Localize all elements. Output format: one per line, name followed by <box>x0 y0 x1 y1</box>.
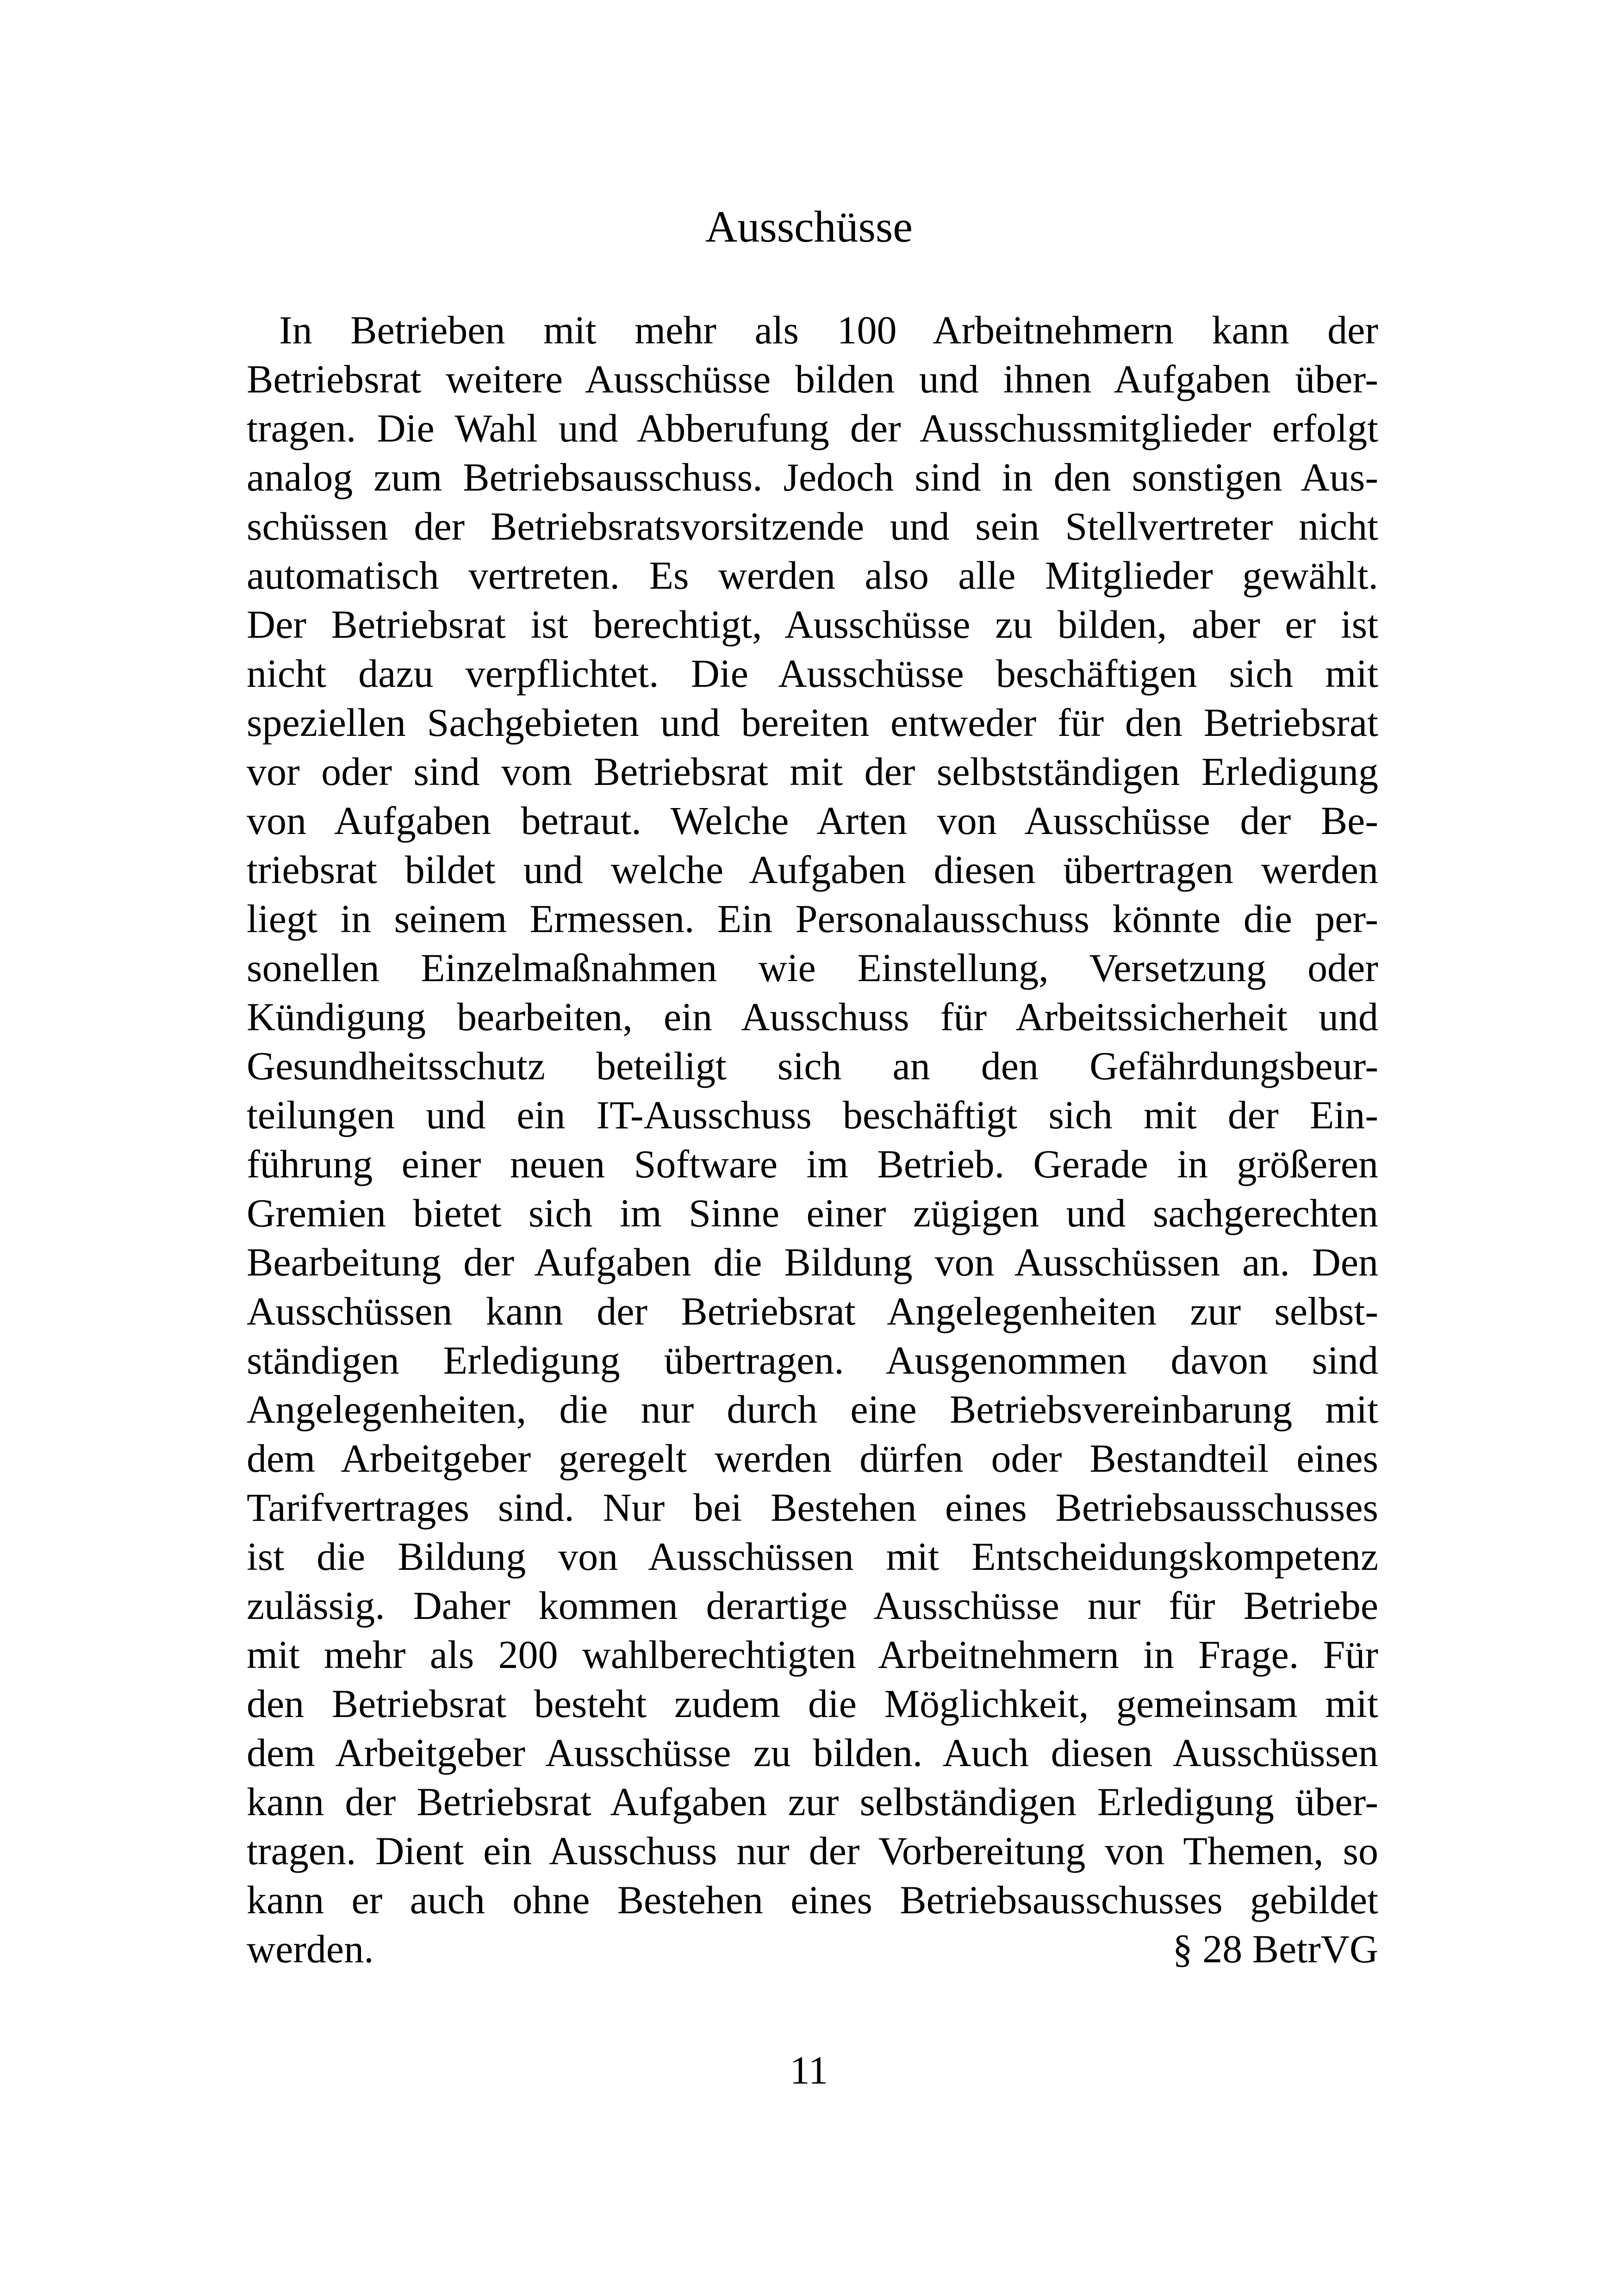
legal-reference: § 28 BetrVG <box>1172 1927 1378 1971</box>
paragraph-line: kann er auch ohne Bestehen eines Betriebsausschusses gebildet <box>247 1878 1378 1922</box>
paragraph-line: den Betriebsrat besteht zudem die Möglichkeit, gemeinsam mit <box>247 1681 1378 1726</box>
body-paragraph <box>247 305 1378 1973</box>
paragraph-line: automatisch vertreten. Es werden also alle Mitglieder gewählt. <box>247 553 1378 597</box>
paragraph-line: triebsrat bildet und welche Aufgaben diesen übertragen werden <box>247 847 1378 892</box>
paragraph-line: dem Arbeitgeber geregelt werden dürfen oder Bestandteil eines <box>247 1436 1378 1481</box>
paragraph-line: Der Betriebsrat ist berechtigt, Ausschüsse zu bilden, aber er ist <box>247 602 1378 647</box>
paragraph-final-word: werden. <box>247 1927 374 1971</box>
paragraph-line: tragen. Die Wahl und Abberufung der Ausschussmitglieder erfolgt <box>247 406 1378 450</box>
paragraph-line: Tarifvertrages sind. Nur bei Bestehen eines Betriebsausschusses <box>247 1485 1378 1530</box>
paragraph-line: liegt in seinem Ermessen. Ein Personalausschuss könnte die per- <box>247 896 1378 941</box>
paragraph-line: Bearbeitung der Aufgaben die Bildung von Ausschüssen an. Den <box>247 1240 1378 1284</box>
page-title: Ausschüsse <box>705 202 913 251</box>
paragraph-line: von Aufgaben betraut. Welche Arten von Ausschüsse der Be- <box>247 798 1378 843</box>
paragraph-line: kann der Betriebsrat Aufgaben zur selbständigen Erledigung über- <box>247 1780 1378 1824</box>
paragraph-line: Betriebsrat weitere Ausschüsse bilden und ihnen Aufgaben über- <box>247 357 1378 401</box>
paragraph-line: vor oder sind vom Betriebsrat mit der selbstständigen Erledigung <box>247 749 1378 794</box>
paragraph-line: Angelegenheiten, die nur durch eine Betriebsvereinbarung mit <box>247 1387 1378 1431</box>
paragraph-line: tragen. Dient ein Ausschuss nur der Vorbereitung von Themen, so <box>247 1829 1378 1873</box>
paragraph-line: Ausschüssen kann der Betriebsrat Angelegenheiten zur selbst- <box>247 1289 1378 1333</box>
paragraph-line: Gremien bietet sich im Sinne einer zügigen und sachgerechten <box>247 1191 1378 1235</box>
paragraph-line: sonellen Einzelmaßnahmen wie Einstellung, Versetzung oder <box>247 946 1378 990</box>
paragraph-line: Kündigung bearbeiten, ein Ausschuss für Arbeitssicherheit und <box>247 995 1378 1039</box>
paragraph-line: ständigen Erledigung übertragen. Ausgenommen davon sind <box>247 1338 1378 1382</box>
paragraph-line: dem Arbeitgeber Ausschüsse zu bilden. Auch diesen Ausschüssen <box>247 1730 1378 1775</box>
paragraph-line: mit mehr als 200 wahlberechtigten Arbeitnehmern in Frage. Für <box>247 1632 1378 1677</box>
paragraph-line: nicht dazu verpflichtet. Die Ausschüsse beschäftigen sich mit <box>247 651 1378 696</box>
paragraph-line: führung einer neuen Software im Betrieb. Gerade in größeren <box>247 1142 1378 1186</box>
paragraph-line: In Betrieben mit mehr als 100 Arbeitnehmern kann der <box>279 308 1378 352</box>
paragraph-last-line <box>247 1924 1378 1973</box>
paragraph-line: schüssen der Betriebsratsvorsitzende und sein Stellvertreter nicht <box>247 504 1378 548</box>
paragraph-line: speziellen Sachgebieten und bereiten entweder für den Betriebsrat <box>247 700 1378 745</box>
paragraph-line: ist die Bildung von Ausschüssen mit Entscheidungskompetenz <box>247 1534 1378 1579</box>
paragraph-line: zulässig. Daher kommen derartige Ausschüsse nur für Betriebe <box>247 1583 1378 1628</box>
paragraph-line: Gesundheitsschutz beteiligt sich an den Gefährdungsbeur- <box>247 1044 1378 1088</box>
paragraph-line: analog zum Betriebsausschuss. Jedoch sind in den sonstigen Aus- <box>247 455 1378 499</box>
page-number: 11 <box>790 2048 828 2092</box>
paragraph-line: teilungen und ein IT-Ausschuss beschäftigt sich mit der Ein- <box>247 1093 1378 1137</box>
